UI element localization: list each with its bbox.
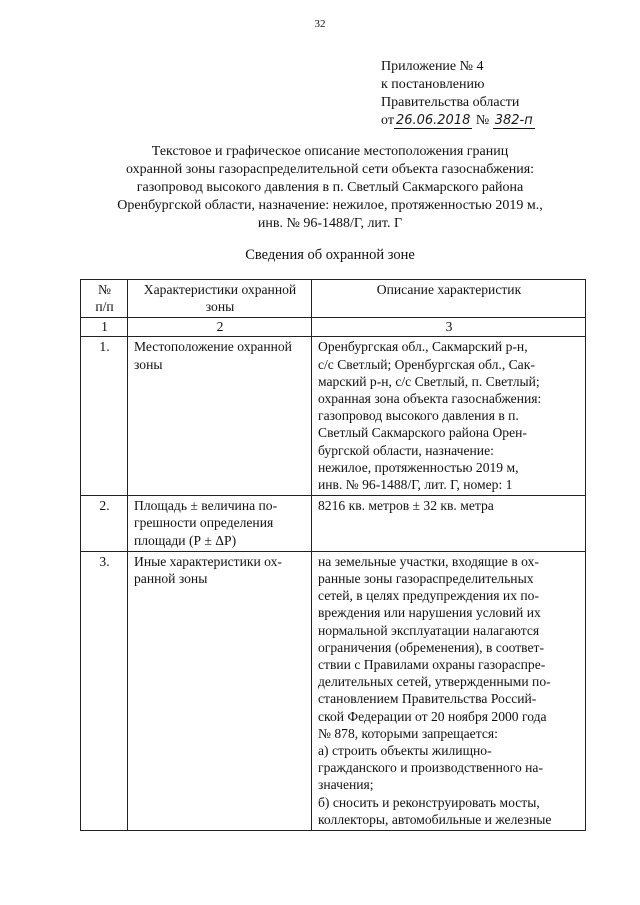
title-line: охранной зоны газораспределительной сети объекта газоснабжения: [125,162,535,177]
handwritten-date: 26.06.2018 [395,113,471,128]
title-line: инв. № 96-1488/Г, лит. Г [257,216,403,231]
table-row [81,496,586,552]
title-line: газопровод высокого давления в п. Светлый Сакмарского района [136,180,524,195]
appendix-date-number-line [381,112,621,130]
header-number: № п/п [81,280,128,318]
row-description: 8216 кв. метров ± 32 кв. метра [312,496,586,552]
row-characteristic: Площадь ± величина по- грешности определения площади (Р ± ΔР) [128,496,312,552]
table-header-row [81,280,586,318]
column-number-row [81,318,586,337]
appendix-block [381,58,621,130]
column-number: 3 [312,318,586,337]
row-number: 3. [81,551,128,830]
document-title [60,143,600,233]
appendix-from-label: от [381,113,394,128]
header-description: Описание характеристик [312,280,586,318]
row-number: 1. [81,337,128,496]
header-characteristic: Характеристики охранной зоны [128,280,312,318]
row-description: на земельные участки, входящие в ох- ранные зоны газораспределительных сетей, в целях предупреждения их по- вреждения или нарушения условий их нормальной эксплуатации налагаются ограничения (обременения), в соответ- ствии с Правилами охраны газораспре- делительных сетей, утвержденными по- становлением Правительства Россий- ской Федерации от 20 ноября 2000 года № 878, которыми запрещается: а) строить объекты жилищно- гражданского и производственного на- значения; б) сносить и реконструировать мосты, коллекторы, автомобильные и железные [312,551,586,830]
row-characteristic: Иные характеристики ох- ранной зоны [128,551,312,830]
appendix-resolution-ref: к постановлению [381,77,485,92]
title-line: Оренбургской области, назначение: нежилое, протяженностью 2019 м., [117,198,543,213]
row-characteristic: Местоположение охранной зоны [128,337,312,496]
appendix-number-sign: № [475,113,490,128]
column-number: 2 [128,318,312,337]
title-line: Текстовое и графическое описание местоположения границ [151,144,509,159]
section-subtitle: Сведения об охранной зоне [245,247,415,263]
appendix-authority: Правительства области [381,95,520,110]
appendix-title: Приложение № 4 [381,59,484,74]
handwritten-number: 382-п [494,113,533,128]
page-number: 32 [314,18,326,30]
table-row [81,551,586,830]
table-row [81,337,586,496]
column-number: 1 [81,318,128,337]
protection-zone-table [80,279,586,831]
row-number: 2. [81,496,128,552]
row-description: Оренбургская обл., Сакмарский р-н, с/с Светлый; Оренбургская обл., Сак- марский р-н, с/с Светлый, п. Светлый; охранная зона объекта газоснабжения: газопровод высокого давления в п. Светлый Сакмарского района Орен- бургской области, назначение: нежилое, протяженностью 2019 м, инв. № 96-1488/Г, лит. Г, номер: 1 [312,337,586,496]
